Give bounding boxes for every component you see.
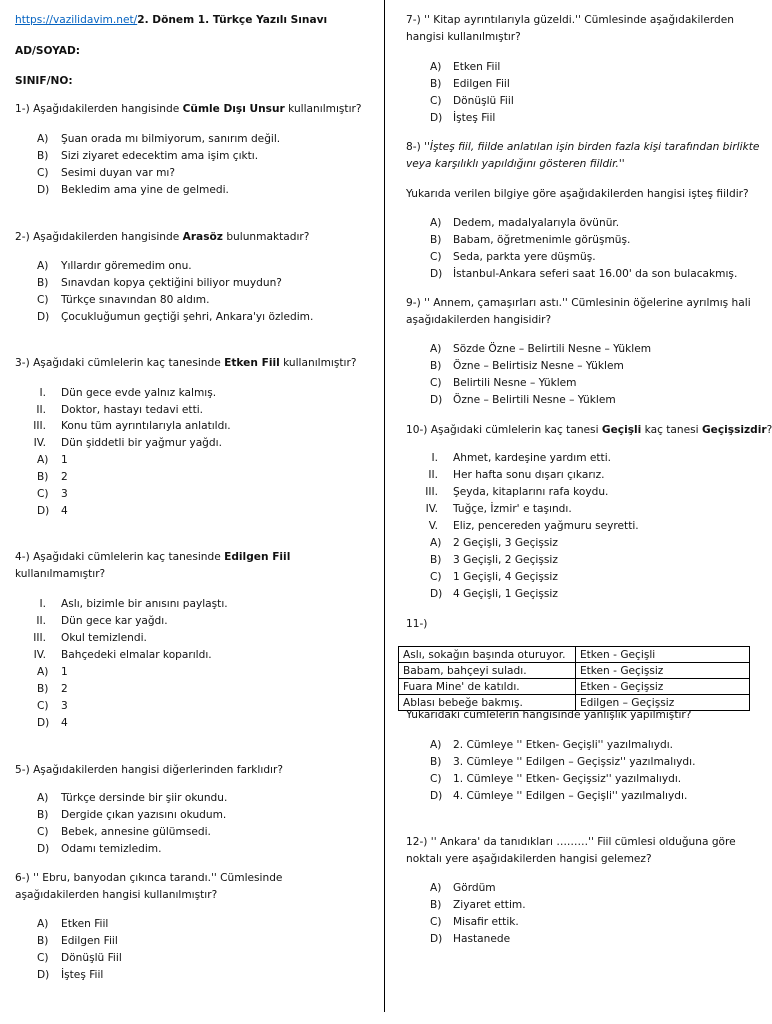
option[interactable]: B) xyxy=(37,683,49,695)
option[interactable]: B) xyxy=(37,809,49,821)
option[interactable]: D) xyxy=(430,790,443,802)
option-text: İstanbul-Ankara seferi saat 16.00' da son bulacakmış. xyxy=(453,268,738,280)
option[interactable]: D) xyxy=(37,843,50,855)
table-cell: Edilgen – Geçişsiz xyxy=(575,695,749,711)
option-text: İşteş Fiil xyxy=(61,969,104,981)
option-text: 2 Geçişli, 3 Geçişsiz xyxy=(453,537,558,549)
option[interactable]: C) xyxy=(430,916,442,928)
option[interactable]: D) xyxy=(37,969,50,981)
option[interactable]: A) xyxy=(430,217,442,229)
question-10: 10-) Aşağıdaki cümlelerin kaç tanesi Geçişli kaç tanesi Geçişsizdir? xyxy=(406,424,772,436)
column-divider xyxy=(384,0,385,1012)
option[interactable]: D) xyxy=(37,717,50,729)
option-text: Etken Fiil xyxy=(61,918,109,930)
question-4: 4-) Aşağıdaki cümlelerin kaç tanesinde Edilgen Fiil xyxy=(15,551,291,563)
question-9: 9-) '' Annem, çamaşırları astı.'' Cümlesinin öğelerine ayrılmış hali xyxy=(406,297,751,309)
option[interactable]: B) xyxy=(430,756,442,768)
option-text: 4 xyxy=(61,505,68,517)
option-text: Türkçe dersinde bir şiir okundu. xyxy=(61,792,228,804)
option-text: 1. Cümleye '' Etken- Geçişsiz'' yazılmalıydı. xyxy=(453,773,682,785)
option[interactable]: A) xyxy=(430,537,442,549)
roman-item: II. Dün gece kar yağdı. xyxy=(36,615,168,627)
option[interactable]: C) xyxy=(430,773,442,785)
roman-item: IV. Dün şiddetli bir yağmur yağdı. xyxy=(33,437,222,449)
question-7: 7-) '' Kitap ayrıntılarıyla güzeldi.'' Cümlesinde aşağıdakilerden xyxy=(406,14,734,26)
name-label: AD/SOYAD: xyxy=(15,45,81,57)
option[interactable]: D) xyxy=(37,311,50,323)
option[interactable]: D) xyxy=(430,112,443,124)
option-text: Bekledim ama yine de gelmedi. xyxy=(61,184,229,196)
option-text: 2. Cümleye '' Etken- Geçişli'' yazılmalıydı. xyxy=(453,739,674,751)
option[interactable]: D) xyxy=(430,933,443,945)
table-cell: Fuara Mine' de katıldı. xyxy=(399,679,576,695)
option-text: 1 Geçişli, 4 Geçişsiz xyxy=(453,571,558,583)
question-6: 6-) '' Ebru, banyodan çıkınca tarandı.'' Cümlesinde xyxy=(15,872,283,884)
option-text: Yıllardır göremedim onu. xyxy=(61,260,192,272)
option[interactable]: D) xyxy=(37,505,50,517)
option[interactable]: B) xyxy=(37,471,49,483)
option-text: Türkçe sınavından 80 aldım. xyxy=(61,294,210,306)
option[interactable]: D) xyxy=(430,588,443,600)
option-text: Seda, parkta yere düşmüş. xyxy=(453,251,596,263)
option-text: 4 Geçişli, 1 Geçişsiz xyxy=(453,588,558,600)
question-4-line2: kullanılmamıştır? xyxy=(15,568,106,580)
option[interactable]: A) xyxy=(37,918,49,930)
table-row xyxy=(399,663,750,679)
option[interactable]: B) xyxy=(430,78,442,90)
table-cell: Etken - Geçişli xyxy=(575,647,749,663)
site-link[interactable]: https://vazilidavim.net/ xyxy=(15,14,138,26)
roman-item: II. Her hafta sonu dışarı çıkarız. xyxy=(428,469,605,481)
option[interactable]: A) xyxy=(430,343,442,355)
option[interactable]: C) xyxy=(430,251,442,263)
table-cell: Babam, bahçeyi suladı. xyxy=(399,663,576,679)
question-12: 12-) '' Ankara' da tanıdıkları ………'' Fiil cümlesi olduğuna göre xyxy=(406,836,736,848)
option-text: 4. Cümleye '' Edilgen – Geçişli'' yazılmalıydı. xyxy=(453,790,688,802)
question-2: 2-) Aşağıdakilerden hangisinde Arasöz bulunmaktadır? xyxy=(15,231,310,243)
option[interactable]: C) xyxy=(37,952,49,964)
option-text: Ziyaret ettim. xyxy=(453,899,526,911)
option[interactable]: B) xyxy=(430,360,442,372)
option[interactable]: B) xyxy=(430,899,442,911)
option[interactable]: B) xyxy=(430,234,442,246)
question-8-prompt: Yukarıda verilen bilgiye göre aşağıdakilerden hangisi işteş fiildir? xyxy=(406,188,749,200)
table-cell: Etken - Geçişsiz xyxy=(575,679,749,695)
option-text: Bebek, annesine gülümsedi. xyxy=(61,826,211,838)
option[interactable]: D) xyxy=(430,268,443,280)
exam-header xyxy=(15,12,327,29)
option-text: Hastanede xyxy=(453,933,511,945)
option-text: Sözde Özne – Belirtili Nesne – Yüklem xyxy=(453,343,652,355)
option-text: 1 xyxy=(61,666,68,678)
table-row xyxy=(399,647,750,663)
option[interactable]: B) xyxy=(430,554,442,566)
option-text: İşteş Fiil xyxy=(453,112,496,124)
option[interactable]: B) xyxy=(37,150,49,162)
option-text: Belirtili Nesne – Yüklem xyxy=(453,377,577,389)
question-8-line2: veya karşılıklı yapıldığını gösteren fiildir.'' xyxy=(406,158,625,170)
option-text: Şuan orada mı bilmiyorum, sanırım değil. xyxy=(61,133,281,145)
option-text: Edilgen Fiil xyxy=(453,78,510,90)
question-9-line2: aşağıdakilerden hangisidir? xyxy=(406,314,552,326)
roman-item: II. Doktor, hastayı tedavi etti. xyxy=(36,404,204,416)
option-text: Dönüşlü Fiil xyxy=(61,952,122,964)
exam-title: 2. Dönem 1. Türkçe Yazılı Sınavı xyxy=(137,14,328,26)
option-text: 3 xyxy=(61,700,68,712)
roman-item: I. Aslı, bizimle bir anısını paylaştı. xyxy=(39,598,228,610)
option-text: Sesimi duyan var mı? xyxy=(61,167,175,179)
roman-item: III. Konu tüm ayrıntılarıyla anlatıldı. xyxy=(33,420,231,432)
class-label: SINIF/NO: xyxy=(15,75,73,87)
roman-item: I. Dün gece evde yalnız kalmış. xyxy=(39,387,217,399)
option-text: Dergide çıkan yazısını okudum. xyxy=(61,809,227,821)
option[interactable]: D) xyxy=(37,184,50,196)
option-text: 3 xyxy=(61,488,68,500)
option-text: Dönüşlü Fiil xyxy=(453,95,514,107)
option[interactable]: A) xyxy=(37,260,49,272)
roman-item: III. Şeyda, kitaplarını rafa koydu. xyxy=(425,486,609,498)
table-row xyxy=(399,679,750,695)
roman-item: I. Ahmet, kardeşine yardım etti. xyxy=(431,452,612,464)
table-cell: Aslı, sokağın başında oturuyor. xyxy=(399,647,576,663)
option-text: Gördüm xyxy=(453,882,496,894)
option[interactable]: A) xyxy=(37,666,49,678)
option[interactable]: B) xyxy=(37,277,49,289)
question-11-prompt: Yukarıdaki cümlelerin hangisinde yanlışlık yapılmıştır? xyxy=(406,709,692,721)
option[interactable]: C) xyxy=(37,826,49,838)
table-cell: Etken - Geçişsiz xyxy=(575,663,749,679)
roman-item: III. Okul temizlendi. xyxy=(33,632,147,644)
option[interactable]: C) xyxy=(37,700,49,712)
option[interactable]: A) xyxy=(430,61,442,73)
question-11: 11-) xyxy=(406,618,428,630)
option[interactable]: C) xyxy=(37,167,49,179)
option-text: Odamı temizledim. xyxy=(61,843,162,855)
option[interactable]: A) xyxy=(430,739,442,751)
option-text: 4 xyxy=(61,717,68,729)
option-text: Sınavdan kopya çektiğini biliyor muydun? xyxy=(61,277,282,289)
option-text: 3. Cümleye '' Edilgen – Geçişsiz'' yazılmalıydı. xyxy=(453,756,696,768)
option[interactable]: C) xyxy=(37,488,49,500)
option-text: Dedem, madalyalarıyla övünür. xyxy=(453,217,620,229)
question-11-table xyxy=(398,646,750,711)
option-text: 2 xyxy=(61,683,68,695)
option[interactable]: A) xyxy=(430,882,442,894)
roman-item: V. Eliz, pencereden yağmuru seyretti. xyxy=(428,520,639,532)
question-3: 3-) Aşağıdaki cümlelerin kaç tanesinde Etken Fiil kullanılmıştır? xyxy=(15,357,357,369)
table-cell: Ablası bebeğe bakmış. xyxy=(399,695,576,711)
option-text: Çocukluğumun geçtiği şehri, Ankara'yı özledim. xyxy=(61,311,314,323)
option[interactable]: C) xyxy=(430,377,442,389)
option-text: Misafir ettik. xyxy=(453,916,519,928)
option[interactable]: C) xyxy=(430,571,442,583)
option-text: 2 xyxy=(61,471,68,483)
question-6-line2: aşağıdakilerden hangisi kullanılmıştır? xyxy=(15,889,218,901)
question-7-line2: hangisi kullanılmıştır? xyxy=(406,31,521,43)
roman-item: IV. Tuğçe, İzmir' e taşındı. xyxy=(425,503,572,515)
option-text: Sizi ziyaret edecektim ama işim çıktı. xyxy=(61,150,259,162)
question-1: 1-) Aşağıdakilerden hangisinde Cümle Dışı Unsur kullanılmıştır? xyxy=(15,103,362,115)
option[interactable]: C) xyxy=(37,294,49,306)
question-5: 5-) Aşağıdakilerden hangisi diğerlerinden farklıdır? xyxy=(15,764,283,776)
option[interactable]: D) xyxy=(430,394,443,406)
option-text: Özne – Belirtisiz Nesne – Yüklem xyxy=(453,360,624,372)
option[interactable]: A) xyxy=(37,792,49,804)
option[interactable]: B) xyxy=(37,935,49,947)
roman-item: IV. Bahçedeki elmalar koparıldı. xyxy=(33,649,212,661)
option[interactable]: C) xyxy=(430,95,442,107)
option-text: Etken Fiil xyxy=(453,61,501,73)
question-12-line2: noktalı yere aşağıdakilerden hangisi gelemez? xyxy=(406,853,652,865)
option[interactable]: A) xyxy=(37,133,49,145)
option-text: Babam, öğretmenimle görüşmüş. xyxy=(453,234,631,246)
option-text: Özne – Belirtili Nesne – Yüklem xyxy=(453,394,616,406)
option[interactable]: A) xyxy=(37,454,49,466)
option-text: 1 xyxy=(61,454,68,466)
option-text: 3 Geçişli, 2 Geçişsiz xyxy=(453,554,558,566)
option-text: Edilgen Fiil xyxy=(61,935,118,947)
question-8: 8-) ''İşteş fiil, fiilde anlatılan işin birden fazla kişi tarafından birlikte xyxy=(406,141,760,153)
